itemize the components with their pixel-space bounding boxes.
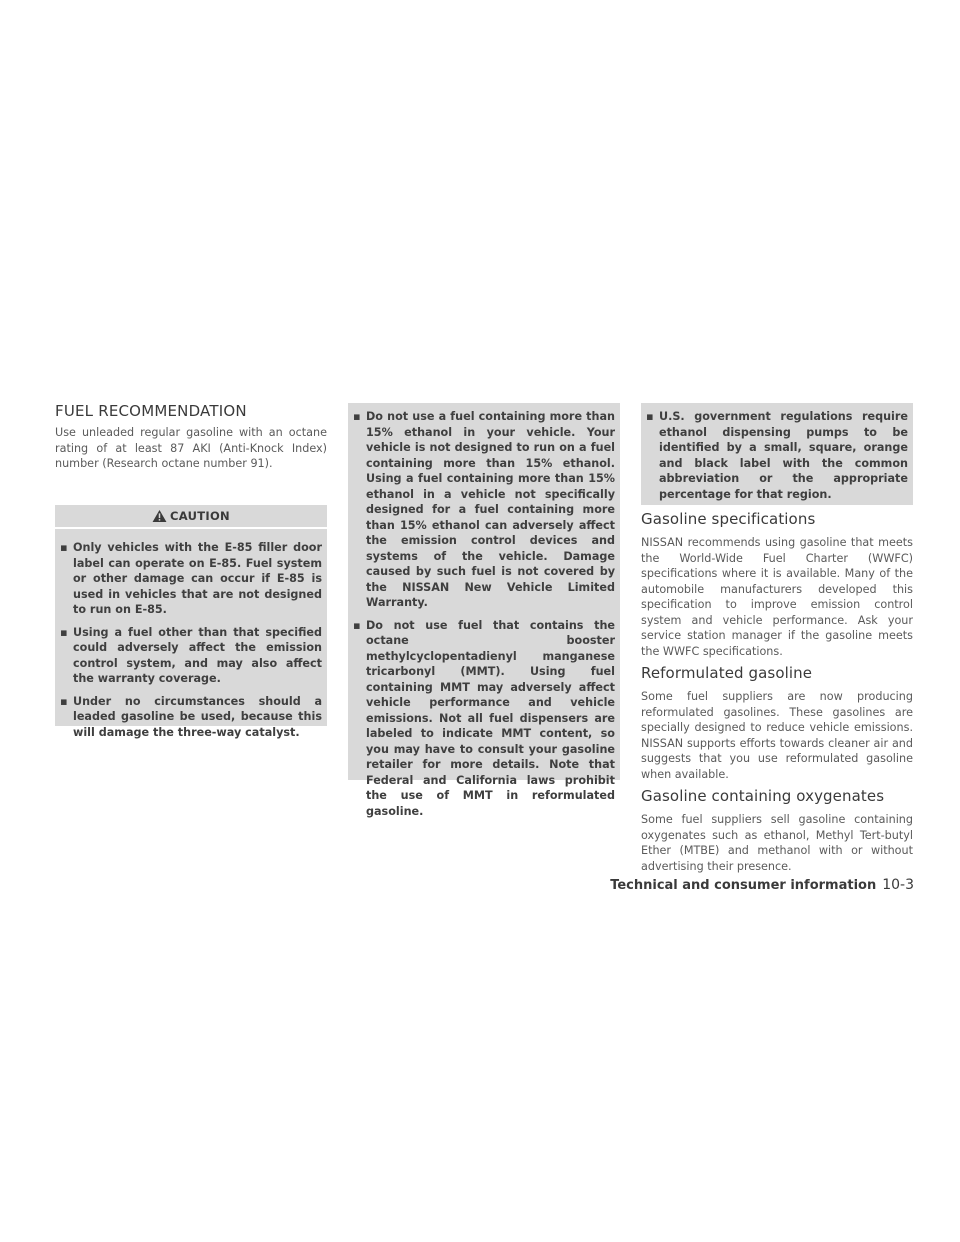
page-number: 10-3 xyxy=(882,877,914,893)
gasoline-specs-section xyxy=(641,510,913,659)
caution-item: ▪ Only vehicles with the E-85 filler door label can operate on E-85. Fuel system or other damage can occur if E-85 is used in vehicles that are not designed to run on E-85. xyxy=(60,541,322,616)
bullet-icon: ▪ xyxy=(353,618,361,632)
bullet-icon: ▪ xyxy=(60,625,68,639)
caution-title: CAUTION xyxy=(170,509,230,523)
reformulated-section xyxy=(641,664,913,782)
caution-list-col1 xyxy=(55,529,327,740)
caution-list-col2 xyxy=(348,403,620,819)
caution-item: ▪ Under no circumstances should a leaded gasoline be used, because this will damage the three-way catalyst. xyxy=(60,694,322,739)
reformulated-text: Some fuel suppliers are now producing reformulated gasolines. These gasolines are specially designed to reduce vehicle emissions. NISSAN supports efforts towards cleaner air and suggests that you use reformulated gasoline when available. xyxy=(641,690,913,781)
footer-chapter: Technical and consumer information xyxy=(610,878,877,893)
section-title: FUEL RECOMMENDATION xyxy=(55,402,247,420)
oxygenates-section xyxy=(641,787,913,874)
caution-box-continued-2 xyxy=(641,403,913,505)
reformulated-title: Reformulated gasoline xyxy=(641,664,813,682)
caution-box-continued xyxy=(348,403,620,818)
oxygenates-text: Some fuel suppliers sell gasoline containing oxygenates such as ethanol, Methyl Tert-butyl Ether (MTBE) and methanol with or without advertising their presence. xyxy=(641,813,913,873)
caution-item: ▪ Using a fuel other than that specified could adversely affect the emission control system, and may also affect the warranty coverage. xyxy=(60,625,322,685)
caution-item: ▪ Do not use a fuel containing more than 15% ethanol in your vehicle. Your vehicle is not designed to run on a fuel containing more than 15% ethanol. Using a fuel containing more than 15% ethanol in a vehicle not specifically designed for a fuel containing more than 15% ethanol can adversely affect the emission control devices and systems of the vehicle. Damage caused by such fuel is not covered by the NISSAN New Vehicle Limited Warranty. xyxy=(353,410,615,609)
warning-triangle-icon xyxy=(152,509,167,523)
bullet-icon: ▪ xyxy=(646,410,654,423)
caution-header xyxy=(55,505,327,529)
gasoline-specs-text: NISSAN recommends using gasoline that meets the World-Wide Fuel Charter (WWFC) specifications where it is available. Many of the automobile manufacturers developed this specification to improve emission control system and vehicle performance. Ask your service station manager if the gasoline meets the WWFC specifications. xyxy=(641,536,913,658)
caution-list-col3 xyxy=(641,403,913,502)
bullet-icon: ▪ xyxy=(353,410,361,423)
bullet-icon: ▪ xyxy=(60,541,68,554)
gasoline-specs-title: Gasoline specifications xyxy=(641,510,816,528)
caution-item: ▪ Do not use fuel that contains the octane booster methylcyclopentadienyl manganese tricarbonyl (MMT). Using fuel containing MMT may adversely affect vehicle performance and vehicle emissions. Not all fuel dispensers are labeled to indicate MMT content, so you may have to consult your gasoline retailer for more details. Note that Federal and California laws prohibit the use of MMT in reformulated gasoline. xyxy=(353,618,615,818)
caution-item: ▪ U.S. government regulations require ethanol dispensing pumps to be identified by a small, square, orange and black label with the common abbreviation or the appropriate percentage for that region. xyxy=(646,410,908,501)
intro-paragraph: Use unleaded regular gasoline with an octane rating of at least 87 AKI (Anti-Knock Index) number (Research octane number 91). xyxy=(55,426,327,470)
caution-box xyxy=(55,505,327,739)
bullet-icon: ▪ xyxy=(60,694,68,708)
oxygenates-title: Gasoline containing oxygenates xyxy=(641,787,885,805)
page-footer xyxy=(610,877,914,893)
